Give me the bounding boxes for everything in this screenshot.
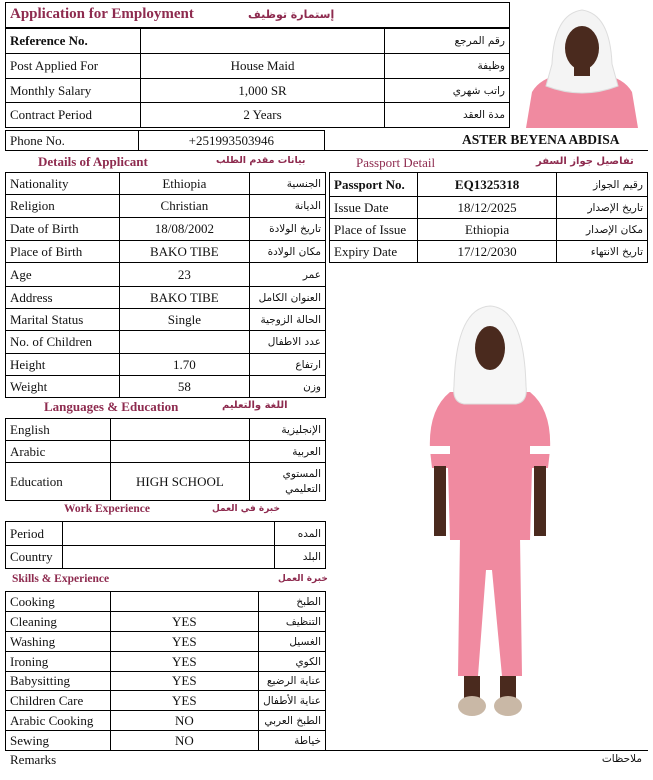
marital-label: Marital Status <box>6 309 120 331</box>
pob-label-ar: مكان الولادة <box>250 241 326 263</box>
contract-label: Contract Period <box>6 103 141 128</box>
cleaning-label-ar: التنظيف <box>259 612 326 632</box>
expiry-label-ar: تاريخ الانتهاء <box>557 241 648 263</box>
contract-label-ar: مدة العقد <box>385 103 510 128</box>
applicant-title-en: Details of Applicant <box>38 154 148 169</box>
summary-table <box>5 28 510 128</box>
nationality-value: Ethiopia <box>119 173 249 195</box>
passport-title-en: Passport Detail <box>356 155 436 170</box>
country-label-ar: البلد <box>275 546 326 569</box>
issue-date-label-ar: تاريخ الإصدار <box>557 197 648 219</box>
dob-label: Date of Birth <box>6 218 120 241</box>
education-label: Education <box>6 463 111 501</box>
applicant-table <box>5 172 326 398</box>
ironing-value: YES <box>110 652 258 672</box>
sewing-value: NO <box>110 731 258 751</box>
education-value: HIGH SCHOOL <box>110 463 250 501</box>
arabic-label-ar: العربية <box>250 441 326 463</box>
passport-no-value: EQ1325318 <box>417 173 556 197</box>
marital-label-ar: الحالة الزوجية <box>250 309 326 331</box>
work-title-en: Work Experience <box>64 503 150 515</box>
remarks-label-ar: ملاحظات <box>601 753 642 765</box>
post-label-ar: وظيفة <box>385 54 510 79</box>
babysitting-label: Babysitting <box>6 672 111 691</box>
reference-label: Reference No. <box>6 29 141 54</box>
english-label: English <box>6 419 111 441</box>
period-label-ar: المده <box>275 522 326 546</box>
pob-label: Place of Birth <box>6 241 120 263</box>
salary-label: Monthly Salary <box>6 79 141 103</box>
work-table <box>5 521 326 569</box>
passport-title-ar: تفاصيل جواز السفر <box>536 156 634 167</box>
weight-value: 58 <box>119 376 249 398</box>
arabic-cooking-label-ar: الطبخ العربي <box>259 711 326 731</box>
nationality-label-ar: الجنسية <box>250 173 326 195</box>
issue-date-label: Issue Date <box>330 197 418 219</box>
place-issue-label-ar: مكان الإصدار <box>557 219 648 241</box>
children-care-label: Children Care <box>6 691 111 711</box>
age-label-ar: عمر <box>250 263 326 287</box>
religion-label-ar: الديانة <box>250 195 326 218</box>
arabic-label: Arabic <box>6 441 111 463</box>
address-value: BAKO TIBE <box>119 287 249 309</box>
header-title-en: Application for Employment <box>10 6 194 22</box>
weight-label: Weight <box>6 376 120 398</box>
children-label: No. of Children <box>6 331 120 354</box>
height-value: 1.70 <box>119 354 249 376</box>
salary-value: 1,000 SR <box>140 79 384 103</box>
country-label: Country <box>6 546 63 569</box>
remarks-line <box>5 750 648 751</box>
ironing-label: Ironing <box>6 652 111 672</box>
children-care-label-ar: عناية الأطفال <box>259 691 326 711</box>
portrait-photo <box>518 4 646 128</box>
phone-value: +251993503946 <box>138 131 324 151</box>
country-value <box>62 546 274 569</box>
arabic-value <box>110 441 250 463</box>
phone-table <box>5 130 325 151</box>
passport-no-label: Passport No. <box>330 173 418 197</box>
applicant-name: ASTER BEYENA ABDISA <box>462 132 620 147</box>
place-issue-value: Ethiopia <box>417 219 556 241</box>
height-label: Height <box>6 354 120 376</box>
period-label: Period <box>6 522 63 546</box>
washing-label: Washing <box>6 632 111 652</box>
dob-label-ar: تاريخ الولادة <box>250 218 326 241</box>
skills-title-ar: خبرة العمل <box>278 574 328 584</box>
children-label-ar: عدد الاطفال <box>250 331 326 354</box>
place-issue-label: Place of Issue <box>330 219 418 241</box>
children-value <box>119 331 249 354</box>
reference-label-ar: رقم المرجع <box>385 29 510 54</box>
contract-value: 2 Years <box>140 103 384 128</box>
languages-title-en: Languages & Education <box>44 399 179 414</box>
passport-table <box>329 172 648 263</box>
full-body-photo <box>420 300 560 730</box>
nationality-label: Nationality <box>6 173 120 195</box>
expiry-value: 17/12/2030 <box>417 241 556 263</box>
babysitting-label-ar: عناية الرضيع <box>259 672 326 691</box>
dob-value: 18/08/2002 <box>119 218 249 241</box>
post-label: Post Applied For <box>6 54 141 79</box>
children-care-value: YES <box>110 691 258 711</box>
cooking-value <box>110 592 258 612</box>
skills-table <box>5 591 326 751</box>
pob-value: BAKO TIBE <box>119 241 249 263</box>
reference-value <box>140 29 384 54</box>
phone-label: Phone No. <box>6 131 139 151</box>
age-value: 23 <box>119 263 249 287</box>
passport-no-label-ar: رقيم الجواز <box>557 173 648 197</box>
address-label: Address <box>6 287 120 309</box>
work-title-ar: خبرة في العمل <box>212 504 280 514</box>
address-label-ar: العنوان الكامل <box>250 287 326 309</box>
cleaning-value: YES <box>110 612 258 632</box>
header-title-ar: إستمارة توظيف <box>248 8 335 21</box>
expiry-label: Expiry Date <box>330 241 418 263</box>
period-value <box>62 522 274 546</box>
divider-line <box>5 150 648 151</box>
issue-date-value: 18/12/2025 <box>417 197 556 219</box>
cleaning-label: Cleaning <box>6 612 111 632</box>
age-label: Age <box>6 263 120 287</box>
cooking-label-ar: الطبخ <box>259 592 326 612</box>
english-value <box>110 419 250 441</box>
washing-label-ar: الغسيل <box>259 632 326 652</box>
languages-title-ar: اللغة والتعليم <box>222 400 288 411</box>
education-label-ar: المستوي التعليمي <box>250 463 326 501</box>
remarks-label: Remarks <box>10 752 57 767</box>
languages-table <box>5 418 326 501</box>
marital-value: Single <box>119 309 249 331</box>
religion-label: Religion <box>6 195 120 218</box>
salary-label-ar: راتب شهري <box>385 79 510 103</box>
sewing-label-ar: خياطة <box>259 731 326 751</box>
applicant-title-ar: بيانات مقدم الطلب <box>216 155 306 166</box>
weight-label-ar: وزن <box>250 376 326 398</box>
babysitting-value: YES <box>110 672 258 691</box>
sewing-label: Sewing <box>6 731 111 751</box>
english-label-ar: الإنجليزية <box>250 419 326 441</box>
washing-value: YES <box>110 632 258 652</box>
skills-title-en: Skills & Experience <box>12 573 110 585</box>
ironing-label-ar: الكوي <box>259 652 326 672</box>
cooking-label: Cooking <box>6 592 111 612</box>
post-value: House Maid <box>140 54 384 79</box>
religion-value: Christian <box>119 195 249 218</box>
height-label-ar: ارتفاع <box>250 354 326 376</box>
arabic-cooking-label: Arabic Cooking <box>6 711 111 731</box>
arabic-cooking-value: NO <box>110 711 258 731</box>
